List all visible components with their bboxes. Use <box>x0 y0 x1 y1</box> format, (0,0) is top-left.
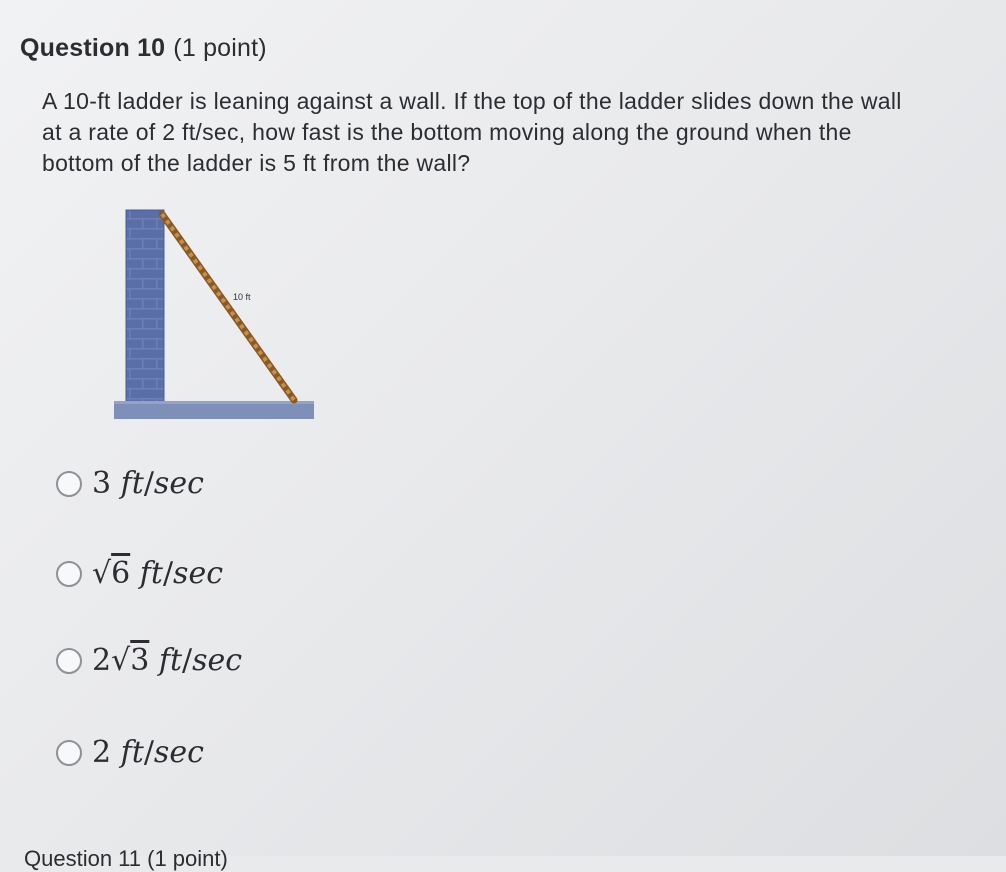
ladder-diagram <box>112 208 318 424</box>
question-number: Question 10 <box>20 34 166 62</box>
sqrt-icon: √ <box>111 643 131 678</box>
ladder-length-label: 10 ft <box>233 292 251 302</box>
question-prompt <box>42 86 1004 179</box>
option-label: 3 ft/sec <box>92 466 204 501</box>
radio-button[interactable] <box>56 648 82 674</box>
next-question-header-partial: Question 11 (1 point) <box>24 846 228 871</box>
radio-button[interactable] <box>56 740 82 766</box>
ladder-figure <box>112 208 318 424</box>
radio-button[interactable] <box>56 561 82 587</box>
question-points: (1 point) <box>173 34 267 62</box>
answer-option-2[interactable] <box>56 556 223 591</box>
question-text-line: bottom of the ladder is 5 ft from the wall? <box>42 150 471 176</box>
answer-option-3[interactable] <box>56 643 242 678</box>
wall <box>126 210 164 402</box>
option-label: 2√3 ft/sec <box>92 643 243 678</box>
question-text-line: A 10-ft ladder is leaning against a wall. If the top of the ladder slides down the wall <box>42 88 902 114</box>
radio-button[interactable] <box>56 471 82 497</box>
option-label: 2 ft/sec <box>92 735 204 770</box>
question-text-line: at a rate of 2 ft/sec, how fast is the bottom moving along the ground when the <box>42 119 852 145</box>
ladder <box>162 214 294 400</box>
answer-option-4[interactable] <box>56 735 204 770</box>
answer-option-1[interactable] <box>56 466 204 501</box>
question-header <box>20 34 267 63</box>
sqrt-icon: √ <box>92 556 112 591</box>
option-label: √6 ft/sec <box>92 556 223 591</box>
